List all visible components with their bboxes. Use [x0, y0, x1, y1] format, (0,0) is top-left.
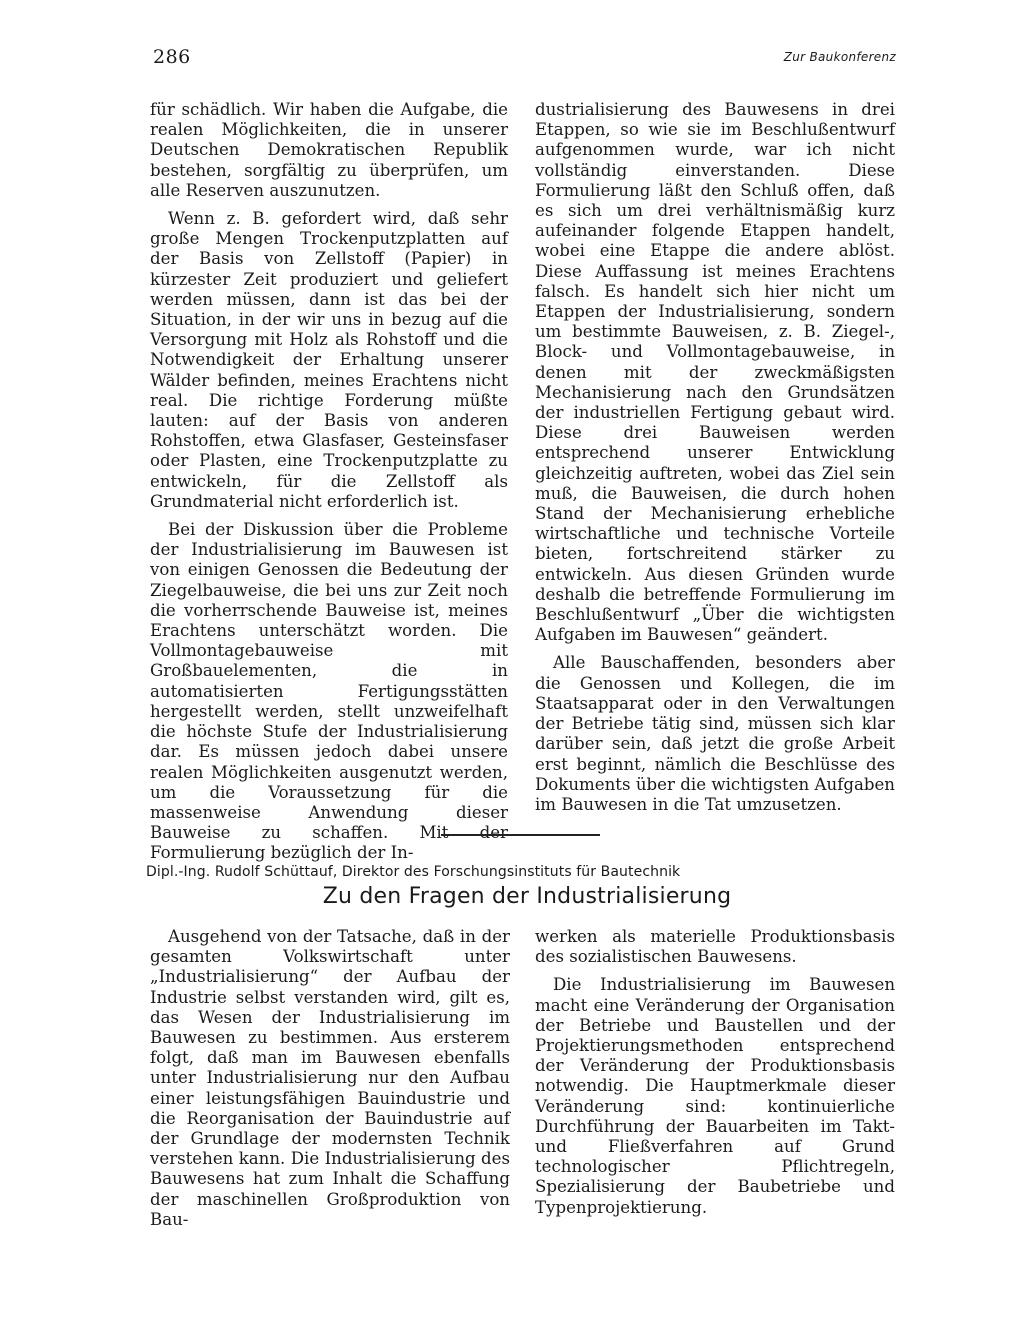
upper-left-column [150, 100, 508, 864]
paragraph: Ausgehend von der Tatsache, daß in der gesamten Volkswirtschaft unter „Industrialisierung“ der Aufbau der Industrie selbst verstanden wird, gilt es, das Wesen der Industrialisierung im Bauwesen zu bestimmen. Aus ersterem folgt, daß man im Bauwesen ebenfalls unter Industrialisierung nur den Aufbau einer leistungsfähigen Bauindustrie und die Reorganisation der Bauindustrie auf der Grundlage der modernsten Technik verstehen kann. Die Industrialisierung des Bauwesens hat zum Inhalt die Schaffung der maschinellen Großproduktion von Bau- [150, 927, 510, 1229]
lower-left-column [150, 927, 510, 1230]
paragraph: werken als materielle Produktionsbasis des sozialistischen Bauwesens. [535, 927, 895, 967]
author-byline: Dipl.-Ing. Rudolf Schüttauf, Direktor des Forschungsinstituts für Bautechnik [146, 864, 681, 880]
paragraph: für schädlich. Wir haben die Aufgabe, die realen Möglichkeiten, die in unserer Deutschen Demokratischen Republik bestehen, sorgfältig zu überprüfen, um alle Reserven auszunutzen. [150, 100, 508, 200]
upper-right-column [535, 100, 895, 815]
paragraph: Die Industrialisierung im Bauwesen macht eine Veränderung der Organisation der Betriebe und Baustellen und der Projektierungsmethoden entsprechend der Veränderung der Produktionsbasis notwendig. Die Hauptmerkmale dieser Veränderung sind: kontinuierliche Durchführung der Bauarbeiten im Takt- und Fließverfahren auf Grund technologischer Pflichtregeln, Spezialisierung der Baubetriebe und Typenprojektierung. [535, 975, 895, 1217]
paragraph: Bei der Diskussion über die Probleme der Industrialisierung im Bauwesen ist von einigen Genossen die Bedeutung der Ziegelbauweise, die bei uns zur Zeit noch die vorherrschende Bauweise ist, meines Erachtens unterschätzt worden. Die Vollmontagebauweise mit Großbauelementen, die in automatisierten Fertigungsstätten hergestellt werden, stellt unzweifelhaft die höchste Stufe der Industrialisierung dar. Es müssen jedoch dabei unsere realen Möglichkeiten ausgenutzt werden, um die Voraussetzung für die massenweise Anwendung dieser Bauweise zu schaffen. Mit der Formulierung bezüglich der In- [150, 520, 508, 863]
paragraph: dustrialisierung des Bauwesens in drei Etappen, so wie sie im Beschlußentwurf aufgenommen wurde, war ich nicht vollständig einverstanden. Diese Formulierung läßt den Schluß offen, daß es sich um drei verhältnismäßig kurz aufeinander folgende Etappen handelt, wobei eine Etappe die andere ablöst. Diese Auffassung ist meines Erachtens falsch. Es handelt sich hier nicht um Etappen der Industrialisierung, sondern um bestimmte Bauweisen, z. B. Ziegel-, Block- und Vollmontagebauweise, in denen mit der zweckmäßigsten Mechanisierung nach den Grundsätzen der industriellen Fertigung gebaut wird. Diese drei Bauweisen werden entsprechend unserer Entwicklung gleichzeitig auftreten, wobei das Ziel sein muß, die Bauweisen, die durch hohen Stand der Mechanisierung erhebliche wirtschaftliche und technische Vorteile bieten, fortschreitend stärker zu entwickeln. Aus diesen Gründen wurde deshalb die betreffende Formulierung im Beschlußentwurf „Über die wichtigsten Aufgaben im Bauwesen“ geändert. [535, 100, 895, 645]
lower-right-column [535, 927, 895, 1218]
paragraph: Wenn z. B. gefordert wird, daß sehr große Mengen Trockenputzplatten auf der Basis von Zellstoff (Papier) in kürzester Zeit produziert und geliefert werden müssen, dann ist das bei der Situation, in der wir uns in bezug auf die Versorgung mit Holz als Rohstoff und die Notwendigkeit der Erhaltung unserer Wälder befinden, meines Erachtens nicht real. Die richtige Forderung müßte lauten: auf der Basis von anderen Rohstoffen, etwa Glasfaser, Gesteinsfaser oder Plasten, eine Trockenputzplatte zu entwickeln, für die Zellstoff als Grundmaterial nicht erforderlich ist. [150, 209, 508, 511]
section-divider [441, 834, 600, 836]
article-title: Zu den Fragen der Industrialisierung [322, 884, 732, 909]
page-number: 286 [153, 46, 191, 68]
paragraph: Alle Bauschaffenden, besonders aber die Genossen und Kollegen, die im Staatsapparat oder in den Verwaltungen der Betriebe tätig sind, müssen sich klar darüber sein, daß jetzt die große Arbeit erst beginnt, nämlich die Beschlüsse des Dokuments über die wichtigsten Aufgaben im Bauwesen in die Tat umzusetzen. [535, 653, 895, 814]
running-head: Zur Baukonferenz [783, 50, 896, 64]
